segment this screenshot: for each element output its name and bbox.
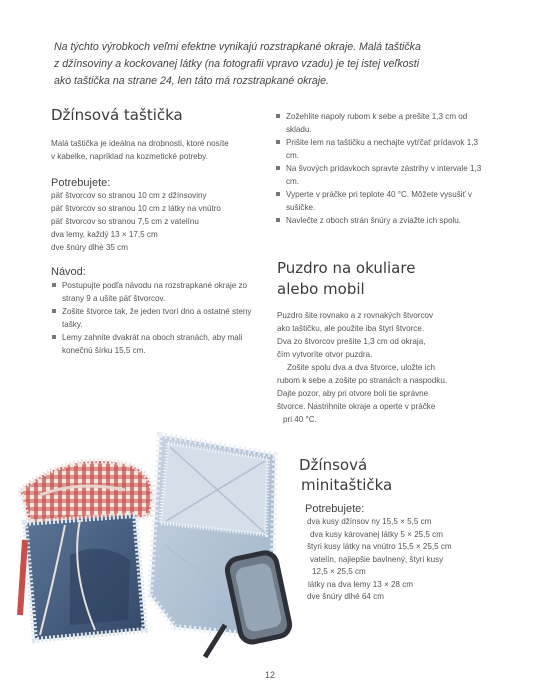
section-title bbox=[299, 455, 509, 495]
list-item: dva lemy, každý 13 × 17,5 cm bbox=[51, 230, 158, 239]
body-line: rubom k sebe a zošite po stranách a naspodku. bbox=[277, 376, 448, 385]
title-line: Džínsová bbox=[299, 456, 368, 474]
description-line: v kabelke, napríklad na kozmetické potreby. bbox=[51, 152, 208, 161]
section-glasses-case bbox=[277, 258, 513, 426]
steps-list bbox=[51, 279, 256, 357]
list-item: Navlečte z oboch strán šnúry a zviažte ich spolu. bbox=[275, 214, 490, 227]
title-line: alebo mobil bbox=[277, 280, 365, 298]
section-description bbox=[51, 137, 271, 163]
steps-heading: Návod: bbox=[51, 266, 86, 278]
list-item: dve šnúry dlhé 35 cm bbox=[51, 243, 128, 252]
section-mini-bag bbox=[299, 455, 509, 604]
intro-line: Na týchto výrobkoch veľmi efektne vynikajú rozstrapkané okraje. Malá taštička bbox=[54, 41, 421, 53]
body-line: Dva zo štvorcov prešite 1,3 cm od okraja, bbox=[277, 337, 426, 346]
list-item: 12,5 × 25,5 cm bbox=[312, 567, 366, 576]
steps-list-continued bbox=[275, 110, 490, 227]
intro-paragraph bbox=[54, 39, 454, 90]
list-item: Zošite štvorce tak, že jeden tvorí dno a ostatné steny tašky. bbox=[51, 305, 256, 331]
body-line: Dajte pozor, aby pri otvore boli tie správne bbox=[277, 389, 429, 398]
drawstring-bag bbox=[20, 461, 153, 640]
list-item: Vyperte v práčke pri teplote 40 °C. Môžete vysušiť v sušičke. bbox=[275, 188, 490, 214]
list-item: Lemy zahnite dvakrát na oboch stranách, aby mali konečnú šírku 15,5 cm. bbox=[51, 331, 256, 357]
list-item: päť štvorcov so stranou 10 cm z látky na vnútro bbox=[51, 204, 221, 213]
list-item: dva kusy džínsov ny 15,5 × 5,5 cm bbox=[307, 517, 432, 526]
body-line: Puzdro šite rovnako a z rovnakých štvorcov bbox=[277, 311, 434, 320]
list-item: Prišite lem na taštičku a nechajte vytŕčať prídavok 1,3 cm. bbox=[275, 136, 490, 162]
body-line: čím vytvoríte otvor puzdra. bbox=[277, 350, 373, 359]
intro-line: z džínsoviny a kockovanej látky (na fotografii vpravo vzadu) je tej istej veľkosti bbox=[54, 58, 420, 70]
section-denim-bag bbox=[51, 106, 271, 357]
body-line: Zošite spolu dva a dva štvorce, uložte ich bbox=[287, 363, 436, 372]
product-photo bbox=[10, 395, 310, 660]
needs-list bbox=[51, 189, 271, 254]
list-item: päť štvorcov so stranou 10 cm z džínsoviny bbox=[51, 191, 207, 200]
needs-heading: Potrebujete: bbox=[51, 177, 111, 189]
body-line: ako taštičku, ale použite iba štyri štvorce. bbox=[277, 324, 425, 333]
list-item: vatelín, najlepšie bavlnený, štyri kusy bbox=[310, 554, 444, 564]
page-number: 12 bbox=[265, 670, 276, 680]
list-item: štyri kusy látky na vnútro 15,5 × 25,5 cm bbox=[307, 542, 452, 551]
description-line: Malá taštička je ideálna na drobnosti, ktoré nosíte bbox=[51, 139, 229, 148]
title-line: minitaštička bbox=[301, 476, 393, 494]
list-item: dva kusy károvanej látky 5 × 25,5 cm bbox=[310, 529, 443, 539]
section-body bbox=[277, 309, 513, 426]
list-item: Postupujte podľa návodu na rozstrapkané okraje zo strany 9 a ušite päť štvorcov. bbox=[51, 279, 256, 305]
title-line: Puzdro na okuliare bbox=[277, 259, 416, 277]
body-line: pri 40 °C. bbox=[283, 415, 317, 424]
list-item: dve šnúry dlhé 64 cm bbox=[307, 592, 384, 601]
needs-list bbox=[299, 516, 509, 604]
list-item: Zožehlite napoly rubom k sebe a prešite 1,3 cm od skladu. bbox=[275, 110, 490, 136]
intro-line: ako taštička na strane 24, len táto má rozstrapkané okraje. bbox=[54, 75, 329, 87]
body-line: štvorce. Nastrihnite okraje a operte v práčke bbox=[277, 402, 436, 411]
section-title: Džínsová taštička bbox=[51, 106, 183, 124]
list-item: päť štvorcov so stranou 7,5 cm z vatelínu bbox=[51, 217, 199, 226]
steps-continued bbox=[275, 110, 511, 227]
list-item: Na švových prídavkoch spravte zástrihy v intervale 1,3 cm. bbox=[275, 162, 490, 188]
section-title bbox=[277, 258, 513, 300]
list-item: látky na dva lemy 13 × 28 cm bbox=[308, 579, 414, 589]
needs-heading: Potrebujete: bbox=[305, 503, 365, 515]
